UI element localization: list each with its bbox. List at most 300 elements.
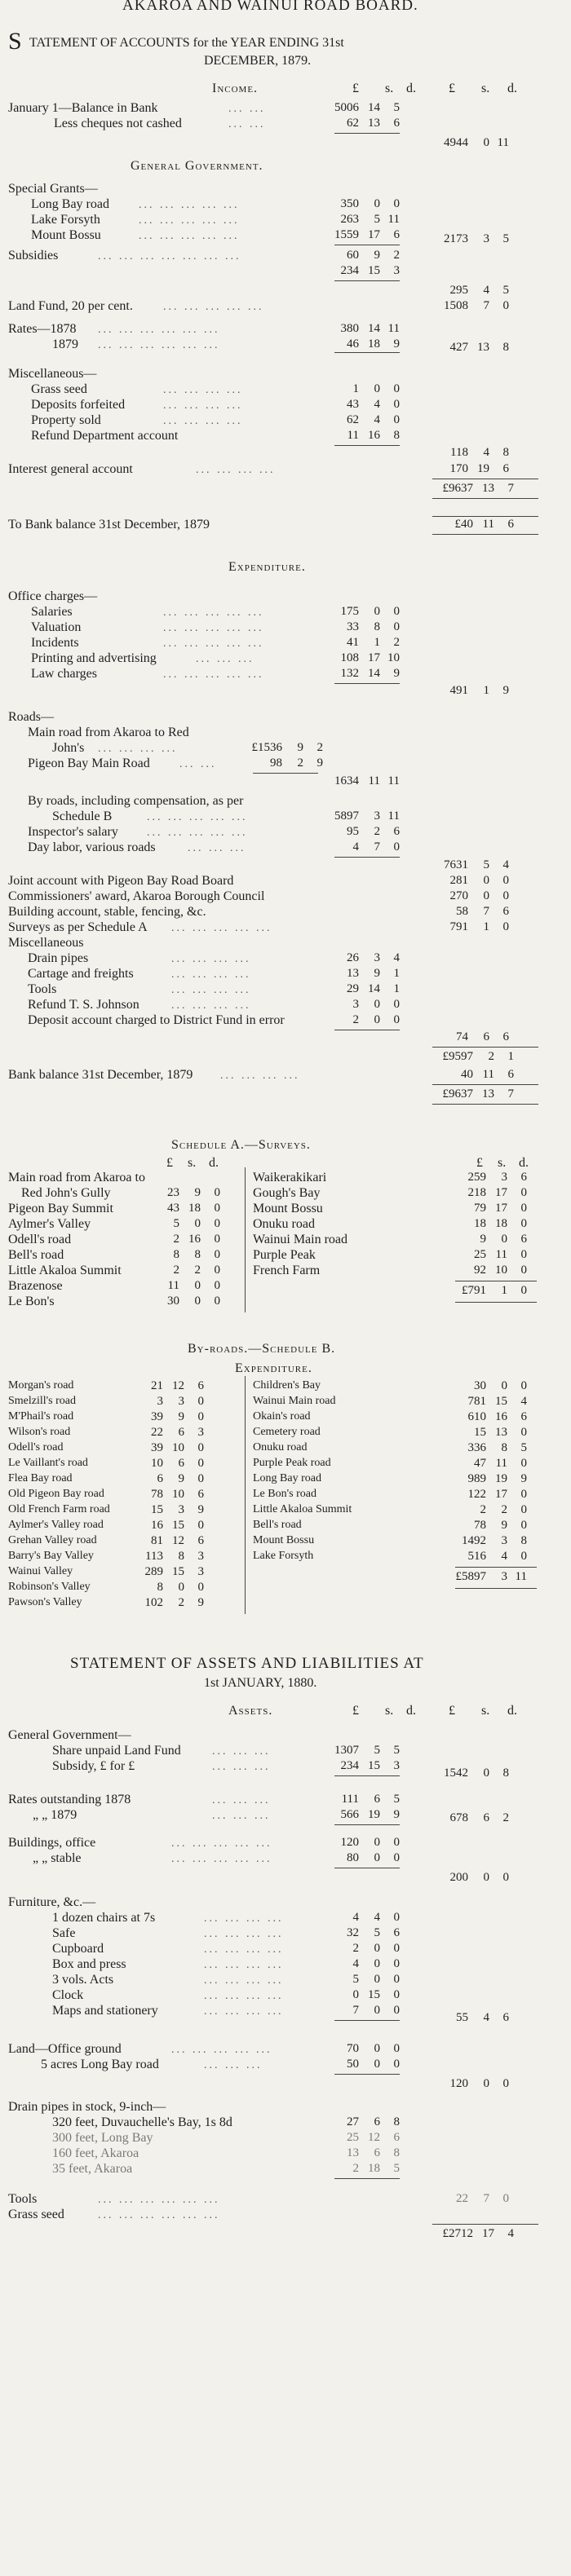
leader-dots: ... ... ... ... ... ... <box>98 2209 220 2221</box>
schedule-b-title: By-roads.—Schedule B. <box>188 1342 336 1356</box>
to-bank-amount-pounds: £40 <box>454 518 473 531</box>
schedule-b-left-amount-pence: 9 <box>197 1503 204 1516</box>
office-amount-pence: 2 <box>393 636 400 649</box>
leader-dots: ... ... ... ... ... ... ... <box>98 250 241 262</box>
exp-misc-amount-shillings: 9 <box>374 967 380 980</box>
assets-furniture-amount-shillings: 0 <box>374 2004 380 2017</box>
schedule-b-left-amount <box>131 1596 204 1610</box>
income-grand-total-shillings: 13 <box>482 482 494 495</box>
schedule-b-right-amount-pence: 0 <box>520 1488 527 1501</box>
schedule-a-col-header: d. <box>519 1156 529 1170</box>
exp-misc-total-pence: 6 <box>502 1030 509 1043</box>
schedule-b-left-amount-pence: 6 <box>197 1379 204 1392</box>
to-bank-label: To Bank balance 31st December, 1879 <box>8 518 210 532</box>
exp-misc-item: Refund T. S. Johnson <box>28 998 139 1012</box>
schedule-b-left-label: M'Phail's road <box>8 1410 74 1423</box>
rates-total-pounds: 427 <box>449 341 468 354</box>
schedule-b-left-amount-pounds: 6 <box>157 1472 163 1485</box>
schedule-b-left-amount <box>131 1503 204 1517</box>
office-amount <box>323 620 400 634</box>
exp-misc-amount-pence: 1 <box>393 982 400 995</box>
rule-line <box>334 1775 400 1776</box>
grant-amount-pounds: 350 <box>340 197 359 210</box>
surveys-amount <box>432 920 509 934</box>
leader-dots: ... ... ... ... ... ... <box>98 324 220 336</box>
schedule-a-right-label: Onuku road <box>253 1217 315 1231</box>
land-fund-total-pence: 0 <box>502 299 509 312</box>
schedule-a-left-amount-pence: 0 <box>214 1233 220 1246</box>
leader-dots: ... ... ... ... <box>171 953 251 965</box>
schedule-b-label: Schedule B <box>52 809 113 823</box>
general-government-heading: General Government. <box>131 159 263 173</box>
exp-misc-total-shillings: 6 <box>483 1030 489 1043</box>
assets-furniture-amount-shillings: 4 <box>374 1911 380 1924</box>
schedule-b-right-amount <box>454 1457 527 1471</box>
schedule-b-right-amount-pence: 5 <box>520 1441 527 1454</box>
schedule-a-left-amount-pounds: 8 <box>173 1248 179 1261</box>
schedule-a-left-amount-pounds: 43 <box>167 1202 179 1215</box>
schedule-b-right-amount-pounds: 516 <box>467 1550 486 1563</box>
exp-misc-amount <box>323 967 400 981</box>
pigeon-main-amount <box>241 756 323 770</box>
assets-gg-amount-pounds: 1307 <box>334 1744 359 1757</box>
schedule-b-left-amount <box>131 1581 204 1595</box>
schedule-b-right-label: Little Akaloa Summit <box>253 1503 352 1515</box>
income-misc-item: Grass seed <box>31 382 87 396</box>
schedule-b-right-amount-shillings: 19 <box>495 1472 507 1485</box>
schedule-a-right-amount <box>454 1186 527 1200</box>
assets-buildings-amount-pounds: 80 <box>347 1851 359 1864</box>
assets-rates-amount <box>323 1808 400 1822</box>
grant-label: Mount Bossu <box>31 228 101 242</box>
schedule-b-right-amount-shillings: 16 <box>495 1410 507 1423</box>
income-jan-amount <box>323 101 400 115</box>
schedule-b-left-amount-pounds: 39 <box>151 1410 163 1423</box>
exp-misc-amount-pence: 0 <box>393 998 400 1011</box>
rule-line <box>334 1824 400 1825</box>
income-misc-amount <box>323 382 400 396</box>
rule-line <box>334 2178 400 2179</box>
to-bank-amount-shillings: 11 <box>482 518 494 531</box>
rule-line <box>334 683 400 684</box>
exp-misc-amount-shillings: 14 <box>368 982 380 995</box>
leader-dots: ... ... ... ... ... <box>171 1853 272 1865</box>
schedule-a-left-label: Aylmer's Valley <box>8 1217 91 1231</box>
schedule-b-left-amount-pence: 9 <box>197 1596 204 1609</box>
office-amount-shillings: 17 <box>368 651 380 664</box>
office-item: Incidents <box>31 636 79 650</box>
schedule-b-left-amount-pence: 3 <box>197 1565 204 1578</box>
assets-land-amount-shillings: 0 <box>374 2058 380 2071</box>
income-heading: Income. <box>212 82 259 95</box>
office-amount-pence: 10 <box>387 651 400 664</box>
roads-total-pounds: 7631 <box>444 858 468 871</box>
schedule-a-left-amount-shillings: 9 <box>194 1186 201 1199</box>
rule-line <box>253 773 318 774</box>
exp-misc-item: Cartage and freights <box>28 967 134 981</box>
exp-misc-amount-pounds: 3 <box>352 998 359 1011</box>
schedule-a-left-label: Le Bon's <box>8 1295 55 1308</box>
leader-dots: ... ... ... ... ... <box>163 668 264 681</box>
schedule-b-right-label: Long Bay road <box>253 1472 321 1484</box>
income-less-amount-pounds: 62 <box>347 117 359 130</box>
schedule-a-right-amount-pence: 6 <box>520 1171 527 1184</box>
income-less-amount-pence: 6 <box>393 117 400 130</box>
schedule-b-right-label: Lake Forsyth <box>253 1550 314 1562</box>
assets-gg-total <box>432 1767 509 1780</box>
schedule-b-left-amount <box>131 1550 204 1564</box>
award-amount-pounds: 270 <box>449 889 468 902</box>
office-total-shillings: 1 <box>483 684 489 697</box>
rule-line <box>455 1567 537 1568</box>
schedule-a-left-amount <box>147 1202 220 1215</box>
schedule-a-right-amount <box>454 1171 527 1184</box>
daylabor-amount <box>323 840 400 854</box>
office-amount <box>323 636 400 650</box>
leader-dots: ... ... ... ... ... <box>171 2044 272 2056</box>
assets-gg-amount <box>323 1744 400 1758</box>
grant-amount <box>323 228 400 242</box>
schedule-b-left-amount-shillings: 9 <box>178 1410 184 1423</box>
schedule-b-left-amount-pounds: 113 <box>145 1550 163 1563</box>
income-misc-label: Miscellaneous— <box>8 367 97 381</box>
schedule-b-left-amount-pounds: 10 <box>151 1457 163 1470</box>
assets-rates-total <box>432 1811 509 1825</box>
rule-line <box>334 2020 400 2021</box>
schedule-a-left-label: Red John's Gully <box>21 1186 111 1200</box>
inspector-label: Inspector's salary <box>28 825 118 839</box>
schedule-a-left-amount-pence: 0 <box>214 1295 220 1308</box>
exp-subtotal-pence: 1 <box>507 1050 514 1063</box>
schedule-b-right-label: Cemetery road <box>253 1426 321 1438</box>
leader-dots: ... ... ... ... ... <box>139 214 240 227</box>
grant-label: Lake Forsyth <box>31 213 100 227</box>
assets-column-header: £ <box>449 1704 455 1718</box>
schedule-b-right-label: Wainui Main road <box>253 1395 336 1407</box>
schedule-b-right-amount-pence: 0 <box>520 1503 527 1516</box>
schedule-a-right-amount-pounds: 218 <box>467 1186 486 1199</box>
schedule-a-right-amount <box>454 1264 527 1277</box>
schedule-a-left-amount-pounds: 11 <box>167 1279 179 1292</box>
grant-amount <box>323 197 400 211</box>
office-amount-pounds: 41 <box>347 636 359 649</box>
rates-amount-pounds: 380 <box>340 322 359 335</box>
schedule-b-right-amount <box>454 1488 527 1502</box>
schedule-b-right-amount-pounds: 2 <box>480 1503 486 1516</box>
bank-balance-amount-pounds: 40 <box>461 1068 473 1081</box>
leader-dots: ... ... ... <box>212 1794 271 1806</box>
exp-subtotal <box>432 1050 514 1064</box>
schedule-a-left-amount-pounds: 30 <box>167 1295 179 1308</box>
assets-furniture-amount-pounds: 0 <box>352 1988 359 2001</box>
assets-furniture-item: Safe <box>52 1926 76 1940</box>
subsidy-amount-pounds: 234 <box>340 264 359 277</box>
rule-line <box>432 516 538 517</box>
schedule-b-left-amount-pounds: 81 <box>151 1534 163 1547</box>
office-amount-pence: 0 <box>393 605 400 618</box>
assets-drain-item: 160 feet, Akaroa <box>52 2146 139 2160</box>
schedule-a-left-amount-shillings: 18 <box>188 1202 201 1215</box>
schedule-a-right-amount-shillings: 17 <box>495 1202 507 1215</box>
schedule-a-right-amount-shillings: 3 <box>501 1171 507 1184</box>
assets-furniture-total-pounds: 55 <box>456 2011 468 2024</box>
office-amount <box>323 605 400 619</box>
leader-dots: ... ... ... ... <box>204 1928 284 1940</box>
schedule-b-left-amount-shillings: 3 <box>178 1503 184 1516</box>
schedule-b-left-amount <box>131 1379 204 1393</box>
assets-grand-total-shillings: 17 <box>482 2227 494 2240</box>
income-misc-amount <box>323 429 400 443</box>
income-jan-amount-shillings: 14 <box>368 101 380 114</box>
leader-dots: ... ... ... ... ... <box>163 637 264 650</box>
leader-dots: ... ... ... ... <box>204 1912 284 1925</box>
schedule-a-left-amount <box>147 1279 220 1293</box>
exp-misc-amount-shillings: 0 <box>374 1013 380 1026</box>
assets-tools-amount-shillings: 7 <box>483 2192 489 2205</box>
daylabor-label: Day labor, various roads <box>28 840 156 854</box>
assets-furniture-amount-shillings: 15 <box>368 1988 380 2001</box>
rule-line <box>455 1588 537 1589</box>
assets-gg-amount-pence: 3 <box>393 1759 400 1772</box>
schedule-b-left-amount-shillings: 6 <box>178 1457 184 1470</box>
assets-furniture-amount-pounds: 7 <box>352 2004 359 2017</box>
schedule-b-right-amount-shillings: 11 <box>495 1457 507 1470</box>
schedule-b-left-amount-pence: 0 <box>197 1581 204 1594</box>
income-grand-total-pence: 7 <box>507 482 514 495</box>
rule-line <box>334 133 400 134</box>
income-less-amount <box>323 117 400 130</box>
schedule-b-right-amount-pounds: 15 <box>474 1426 486 1439</box>
leader-dots: ... ... <box>228 118 266 130</box>
schedule-b-right-label: Bell's road <box>253 1519 302 1531</box>
grant-amount-pence: 6 <box>393 228 400 241</box>
leader-dots: ... ... ... ... ... <box>139 199 240 211</box>
schedule-a-right-amount <box>454 1217 527 1231</box>
exp-misc-total <box>432 1030 509 1044</box>
assets-furniture-amount <box>323 1973 400 1987</box>
schedule-a-title: Schedule A.—Surveys. <box>171 1138 311 1152</box>
office-amount <box>323 667 400 681</box>
assets-land-total-pounds: 120 <box>449 2077 468 2090</box>
schedule-b-right-amount <box>454 1519 527 1533</box>
grant-amount-shillings: 0 <box>374 197 380 210</box>
assets-drain-amount <box>323 2146 400 2160</box>
leader-dots: ... ... ... ... <box>98 743 178 755</box>
assets-furniture-amount-pence: 0 <box>393 1988 400 2001</box>
schedule-b-left-label: Odell's road <box>8 1441 64 1453</box>
subsidies-label: Subsidies <box>8 249 59 262</box>
assets-gg-amount-pence: 5 <box>393 1744 400 1757</box>
subsidies-total <box>432 284 509 298</box>
schedule-b-right-amount <box>454 1503 527 1517</box>
income-misc-total <box>432 446 509 460</box>
roads-total-shillings: 5 <box>483 858 489 871</box>
exp-misc-amount-pounds: 2 <box>352 1013 359 1026</box>
schedule-b-left-label: Pawson's Valley <box>8 1596 82 1608</box>
interest-total-shillings: 19 <box>477 462 489 475</box>
office-total-pounds: 491 <box>449 684 468 697</box>
exp-misc-item: Tools <box>28 982 57 996</box>
schedule-a-right-amount-pence: 0 <box>520 1264 527 1277</box>
leader-dots: ... ... ... ... <box>163 384 243 396</box>
assets-rates-total-shillings: 6 <box>483 1811 489 1824</box>
grants-total <box>432 232 509 246</box>
schedule-b-left-amount-pence: 6 <box>197 1488 204 1501</box>
subsidy-amount <box>323 249 400 262</box>
surveys-label: Surveys as per Schedule A <box>8 920 148 934</box>
land-fund-total <box>432 299 509 313</box>
grant-label: Long Bay road <box>31 197 109 211</box>
assets-buildings-label: Buildings, office <box>8 1836 96 1850</box>
schedule-b-right-amount-pence: 6 <box>520 1410 527 1423</box>
leader-dots: ... ... ... ... ... <box>147 827 248 839</box>
income-misc-amount-pounds: 62 <box>347 413 359 426</box>
assets-land-amount-pounds: 50 <box>347 2058 359 2071</box>
assets-rates-amount-pence: 9 <box>393 1808 400 1821</box>
schedule-b-left-amount-shillings: 15 <box>172 1565 184 1578</box>
schedule-b-left-amount-pounds: 78 <box>151 1488 163 1501</box>
schedule-b-left-amount-shillings: 10 <box>172 1488 184 1501</box>
assets-gg-amount-shillings: 15 <box>368 1759 380 1772</box>
income-net-amount <box>432 136 509 150</box>
schedule-b-left-amount-shillings: 10 <box>172 1441 184 1454</box>
assets-furniture-amount-pence: 0 <box>393 1911 400 1924</box>
schedule-b-left-amount-pence: 3 <box>197 1550 204 1563</box>
assets-buildings-amount-shillings: 0 <box>374 1836 380 1849</box>
schedule-a-divider <box>245 1167 246 1312</box>
assets-grand-total-pounds: £2712 <box>442 2227 473 2240</box>
exp-misc-amount <box>323 951 400 965</box>
exp-misc-label: Miscellaneous <box>8 936 84 950</box>
schedule-b-left-amount <box>131 1519 204 1533</box>
assets-tools-amount <box>432 2192 509 2206</box>
office-total-pence: 9 <box>502 684 509 697</box>
rates-amount-pence: 9 <box>393 337 400 351</box>
assets-buildings-total-pounds: 200 <box>449 1871 468 1884</box>
schedule-b-right-amount-pounds: 336 <box>467 1441 486 1454</box>
income-jan-amount-pence: 5 <box>393 101 400 114</box>
assets-drain-item: 320 feet, Duvauchelle's Bay, 1s 8d <box>52 2115 232 2129</box>
schedule-a-right-amount-shillings: 10 <box>495 1264 507 1277</box>
rates-total-pence: 8 <box>502 341 509 354</box>
schedule-a-right-label: Waikerakikari <box>253 1171 327 1184</box>
income-less-label: Less cheques not cashed <box>54 117 182 130</box>
schedule-b-left-amount-shillings: 8 <box>178 1550 184 1563</box>
johns-label: John's <box>52 741 85 755</box>
schedule-b-left-amount-pence: 0 <box>197 1410 204 1423</box>
schedule-b-right-amount-pence: 9 <box>520 1472 527 1485</box>
schedule-a-right-amount <box>454 1248 527 1262</box>
schedule-b-right-amount-pounds: 122 <box>467 1488 486 1501</box>
schedule-b-left-amount-shillings: 15 <box>172 1519 184 1532</box>
exp-misc-item: Deposit account charged to District Fund in error <box>28 1013 285 1027</box>
assets-buildings-total-pence: 0 <box>502 1871 509 1884</box>
rates-amount <box>323 337 400 351</box>
assets-buildings-total-shillings: 0 <box>483 1871 489 1884</box>
leader-dots: ... ... ... <box>204 2059 263 2071</box>
subsidy-amount-shillings: 9 <box>374 249 380 262</box>
assets-buildings-amount-pounds: 120 <box>340 1836 359 1849</box>
schedule-b-right-amount <box>454 1410 527 1424</box>
assets-drain-amount-pence: 5 <box>393 2162 400 2175</box>
schedule-b-right-label: Le Bon's road <box>253 1488 316 1500</box>
office-amount-shillings: 8 <box>374 620 380 633</box>
schedule-b-right-amount-pounds: 78 <box>474 1519 486 1532</box>
assets-drain-amount-pounds: 27 <box>347 2115 359 2128</box>
assets-column-header: s. <box>385 1704 394 1718</box>
schedule-b-left-amount-pounds: 3 <box>157 1395 163 1408</box>
assets-rates-amount <box>323 1793 400 1806</box>
award-label: Commissioners' award, Akaroa Borough Council <box>8 889 265 903</box>
column-header: s. <box>385 82 394 95</box>
subsidy-amount-pence: 3 <box>393 264 400 277</box>
schedule-a-right-label: Purple Peak <box>253 1248 316 1262</box>
roads-total <box>432 858 509 872</box>
income-misc-amount-pounds: 1 <box>352 382 359 395</box>
assets-drain-amount-pounds: 25 <box>347 2131 359 2144</box>
schedule-b-left-label: Barry's Bay Valley <box>8 1550 94 1562</box>
schedule-a-col-header: £ <box>166 1156 173 1170</box>
schedule-b-left-amount-pence: 0 <box>197 1472 204 1485</box>
schedule-b-left-amount-pence: 0 <box>197 1457 204 1470</box>
land-fund-label: Land Fund, 20 per cent. <box>8 299 133 313</box>
column-header: £ <box>352 82 359 95</box>
schedule-a-left-amount <box>147 1233 220 1246</box>
bank-balance-label: Bank balance 31st December, 1879 <box>8 1068 193 1082</box>
subsidies-total-shillings: 4 <box>483 284 489 297</box>
interest-total <box>432 462 509 476</box>
assets-furniture-amount-pence: 6 <box>393 1926 400 1939</box>
schedule-b-right-amount-shillings: 15 <box>495 1395 507 1408</box>
leader-dots: ... ... ... <box>212 1761 271 1773</box>
assets-rates-total-pounds: 678 <box>449 1811 468 1824</box>
office-item: Printing and advertising <box>31 651 157 665</box>
schedule-a-left-amount <box>147 1217 220 1231</box>
schedule-a-right-amount-pence: 6 <box>520 1233 527 1246</box>
exp-misc-item: Drain pipes <box>28 951 89 965</box>
income-grand-total <box>432 482 514 496</box>
rule-line <box>432 1047 538 1048</box>
schedule-a-right-amount <box>454 1202 527 1215</box>
bank-balance-amount <box>432 1068 514 1082</box>
pigeon-main-label: Pigeon Bay Main Road <box>28 756 150 770</box>
schedule-b-left-amount-pounds: 16 <box>151 1519 163 1532</box>
office-item: Valuation <box>31 620 82 634</box>
schedule-b-left-amount <box>131 1410 204 1424</box>
office-amount-pounds: 132 <box>340 667 359 680</box>
schedule-b-left-amount-shillings: 12 <box>172 1379 184 1392</box>
schedule-b-left-label: Smelzill's road <box>8 1395 77 1407</box>
rates-total <box>432 341 509 355</box>
rule-line <box>432 2224 538 2225</box>
rule-line <box>455 1302 537 1303</box>
exp-misc-amount-pence: 1 <box>393 967 400 980</box>
schedule-b-right-label: Purple Peak road <box>253 1457 331 1469</box>
schedule-b-amount-pounds: 5897 <box>334 809 359 823</box>
schedule-b-left-label: Wainui Valley <box>8 1565 73 1577</box>
pigeon-main-amount-pence: 9 <box>316 756 323 770</box>
schedule-a-left-amount-pence: 0 <box>214 1202 220 1215</box>
exp-misc-amount <box>323 998 400 1012</box>
schedule-b-left-amount <box>131 1472 204 1486</box>
schedule-b-total-pounds: £5897 <box>455 1570 486 1583</box>
assets-drain-amount-shillings: 18 <box>368 2162 380 2175</box>
schedule-a-left-amount-pounds: 5 <box>173 1217 179 1230</box>
income-misc-amount-shillings: 0 <box>374 382 380 395</box>
schedule-b-left-amount-pounds: 39 <box>151 1441 163 1454</box>
assets-rates-amount-shillings: 6 <box>374 1793 380 1806</box>
schedule-b-right-amount-shillings: 9 <box>501 1519 507 1532</box>
